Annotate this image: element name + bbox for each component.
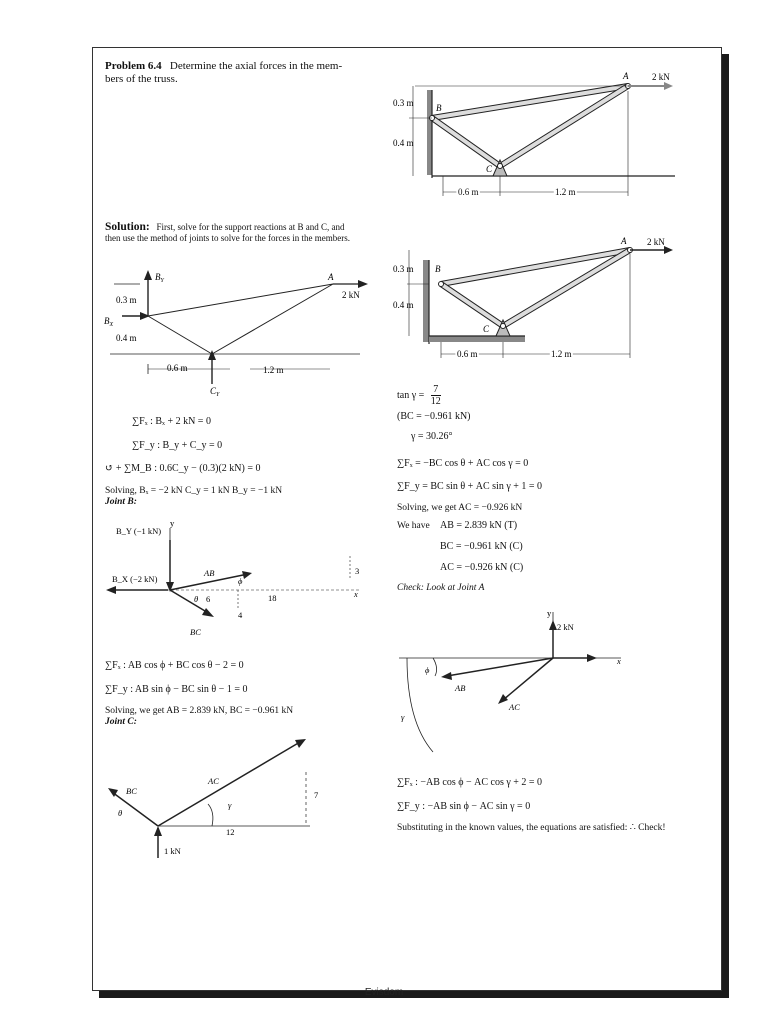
joint-b-by-label: B_Y (−1 kN) xyxy=(116,526,162,536)
check-joint-a: Check: Look at Joint A xyxy=(397,583,485,593)
fbd-by-label: $B_Y$ xyxy=(155,272,164,284)
joint-a-ab: AB xyxy=(455,683,466,693)
tan-gamma-lhs: tan γ = xyxy=(397,390,425,401)
joint-b-solving: Solving, we get AB = 2.839 kN, BC = −0.961 kN xyxy=(105,706,294,716)
right-node-b: B xyxy=(435,264,441,274)
problem-text-line1: Determine the axial forces in the mem- xyxy=(169,60,343,72)
truss-figure-top xyxy=(385,66,685,206)
dim-04-label: 0.4 m xyxy=(393,138,414,148)
fbd-dim-04: 0.4 m xyxy=(116,333,137,343)
joint-b-heading: Joint B: xyxy=(105,497,137,507)
dim-03-label: 0.3 m xyxy=(393,98,414,108)
joint-a-x-axis: x xyxy=(617,656,621,666)
right-node-c: C xyxy=(483,324,490,334)
dim-06-label: 0.6 m xyxy=(458,187,479,197)
tan-gamma-den: 12 xyxy=(430,396,441,407)
joint-a-eq-fy: ∑F_y : −AB sin ϕ − AC sin γ = 0 xyxy=(397,801,531,812)
joint-b-bc: BC xyxy=(190,627,201,637)
joint-c-ac: AC xyxy=(208,776,219,786)
joint-c-gamma: γ xyxy=(228,800,232,810)
right-node-a: A xyxy=(621,236,627,246)
joint-b-bx-label: B_X (−2 kN) xyxy=(112,574,158,584)
joint-c-n12: 12 xyxy=(226,827,235,837)
solution-intro-line2: then use the method of joints to solve for the forces in the members. xyxy=(105,233,350,243)
joint-b-eq-fx: ∑Fₓ : AB cos ϕ + BC cos θ − 2 = 0 xyxy=(105,660,244,671)
joint-b-n3: 3 xyxy=(355,566,360,576)
joint-a-gamma: γ xyxy=(401,712,405,722)
fbd-cy-label: $C_Y$ xyxy=(210,386,220,398)
joint-c-heading: Joint C: xyxy=(105,717,137,727)
joint-c-diagram xyxy=(100,732,340,864)
node-c-label: C xyxy=(486,164,493,174)
right-eq-fy: ∑F_y = BC sin θ + AC sin γ + 1 = 0 xyxy=(397,481,543,492)
joint-a-diagram xyxy=(395,602,635,760)
free-body-diagram xyxy=(100,262,370,402)
joint-a-eq-fx: ∑Fₓ : −AB cos ϕ − AC cos γ + 2 = 0 xyxy=(397,777,543,788)
solving-ac: Solving, we get AC = −0.926 kN xyxy=(397,503,523,513)
wall-hatch-right xyxy=(423,260,429,342)
result-ab: AB = 2.839 kN (T) xyxy=(440,520,518,531)
joint-a-phi: ϕ xyxy=(425,665,430,675)
truss-figure-right xyxy=(385,232,685,364)
joint-c-load: 1 kN xyxy=(164,846,181,856)
node-a-label: A xyxy=(623,71,629,81)
right-eq-fx: ∑Fₓ = −BC cos θ + AC cos γ = 0 xyxy=(397,458,529,469)
result-ac: AC = −0.926 kN (C) xyxy=(440,562,524,573)
joint-b-phi: ϕ xyxy=(238,576,243,586)
fbd-dim-03: 0.3 m xyxy=(116,295,137,305)
solution-intro-line1: First, solve for the support reactions at B and C, and xyxy=(156,222,345,232)
solution-heading: Solution: xyxy=(105,221,150,233)
result-bc: BC = −0.961 kN (C) xyxy=(440,541,523,552)
eq-sum-fx: ∑Fₓ : Bₓ + 2 kN = 0 xyxy=(132,416,211,427)
problem-statement xyxy=(105,60,342,86)
joint-b-n6: 6 xyxy=(206,594,211,604)
eq-sum-fy: ∑F_y : B_y + C_y = 0 xyxy=(132,440,223,451)
tan-gamma xyxy=(397,384,441,407)
fbd-dim-12: 1.2 m xyxy=(263,365,284,375)
solution-intro xyxy=(105,222,350,244)
right-dim-04: 0.4 m xyxy=(393,300,414,310)
final-check: Substituting in the known values, the equations are satisfied: ∴ Check! xyxy=(397,823,666,833)
joint-c-theta: θ xyxy=(118,808,123,818)
fbd-load: 2 kN xyxy=(342,290,360,300)
we-have-label: We have xyxy=(397,521,430,531)
load-label: 2 kN xyxy=(652,72,670,82)
joint-b-y-axis: y xyxy=(170,518,175,528)
joint-b-n4: 4 xyxy=(238,610,243,620)
joint-b-eq-fy: ∑F_y : AB sin ϕ − BC sin θ − 1 = 0 xyxy=(105,684,248,695)
gamma-value: γ = 30.26° xyxy=(411,431,453,442)
eq-sum-mb: ↺ + ∑M_B : 0.6C_y − (0.3)(2 kN) = 0 xyxy=(105,463,261,474)
fbd-bx-label: $B_X$ xyxy=(104,316,114,328)
right-load: 2 kN xyxy=(647,237,665,247)
bc-value: (BC = −0.961 kN) xyxy=(397,411,471,422)
joint-b-diagram xyxy=(102,518,372,643)
joint-a-load: 2 kN xyxy=(557,622,574,632)
wall-hatch xyxy=(427,90,432,175)
joint-a-ac: AC xyxy=(509,702,520,712)
right-dim-06: 0.6 m xyxy=(457,349,478,359)
fbd-dim-06: 0.6 m xyxy=(167,363,188,373)
solving-reactions: Solving, Bₓ = −2 kN C_y = 1 kN B_y = −1 kN xyxy=(105,486,283,496)
right-dim-03: 0.3 m xyxy=(393,264,414,274)
joint-b-n18: 18 xyxy=(268,593,277,603)
joint-a-y-axis: y xyxy=(547,608,552,618)
joint-b-ab: AB xyxy=(204,568,215,578)
joint-b-x-axis: x xyxy=(354,589,358,599)
problem-title: Problem 6.4 xyxy=(105,60,162,72)
dim-12-label: 1.2 m xyxy=(555,187,576,197)
right-dim-12: 1.2 m xyxy=(551,349,572,359)
joint-b-theta: θ xyxy=(194,594,199,604)
node-b-label: B xyxy=(436,103,442,113)
fbd-node-a: A xyxy=(328,272,334,282)
tan-gamma-num: 7 xyxy=(431,384,441,396)
joint-c-n7: 7 xyxy=(314,790,319,800)
problem-text-line2: bers of the truss. xyxy=(105,73,178,85)
joint-c-bc: BC xyxy=(126,786,137,796)
footer-watermark: Evisdom xyxy=(364,987,404,998)
